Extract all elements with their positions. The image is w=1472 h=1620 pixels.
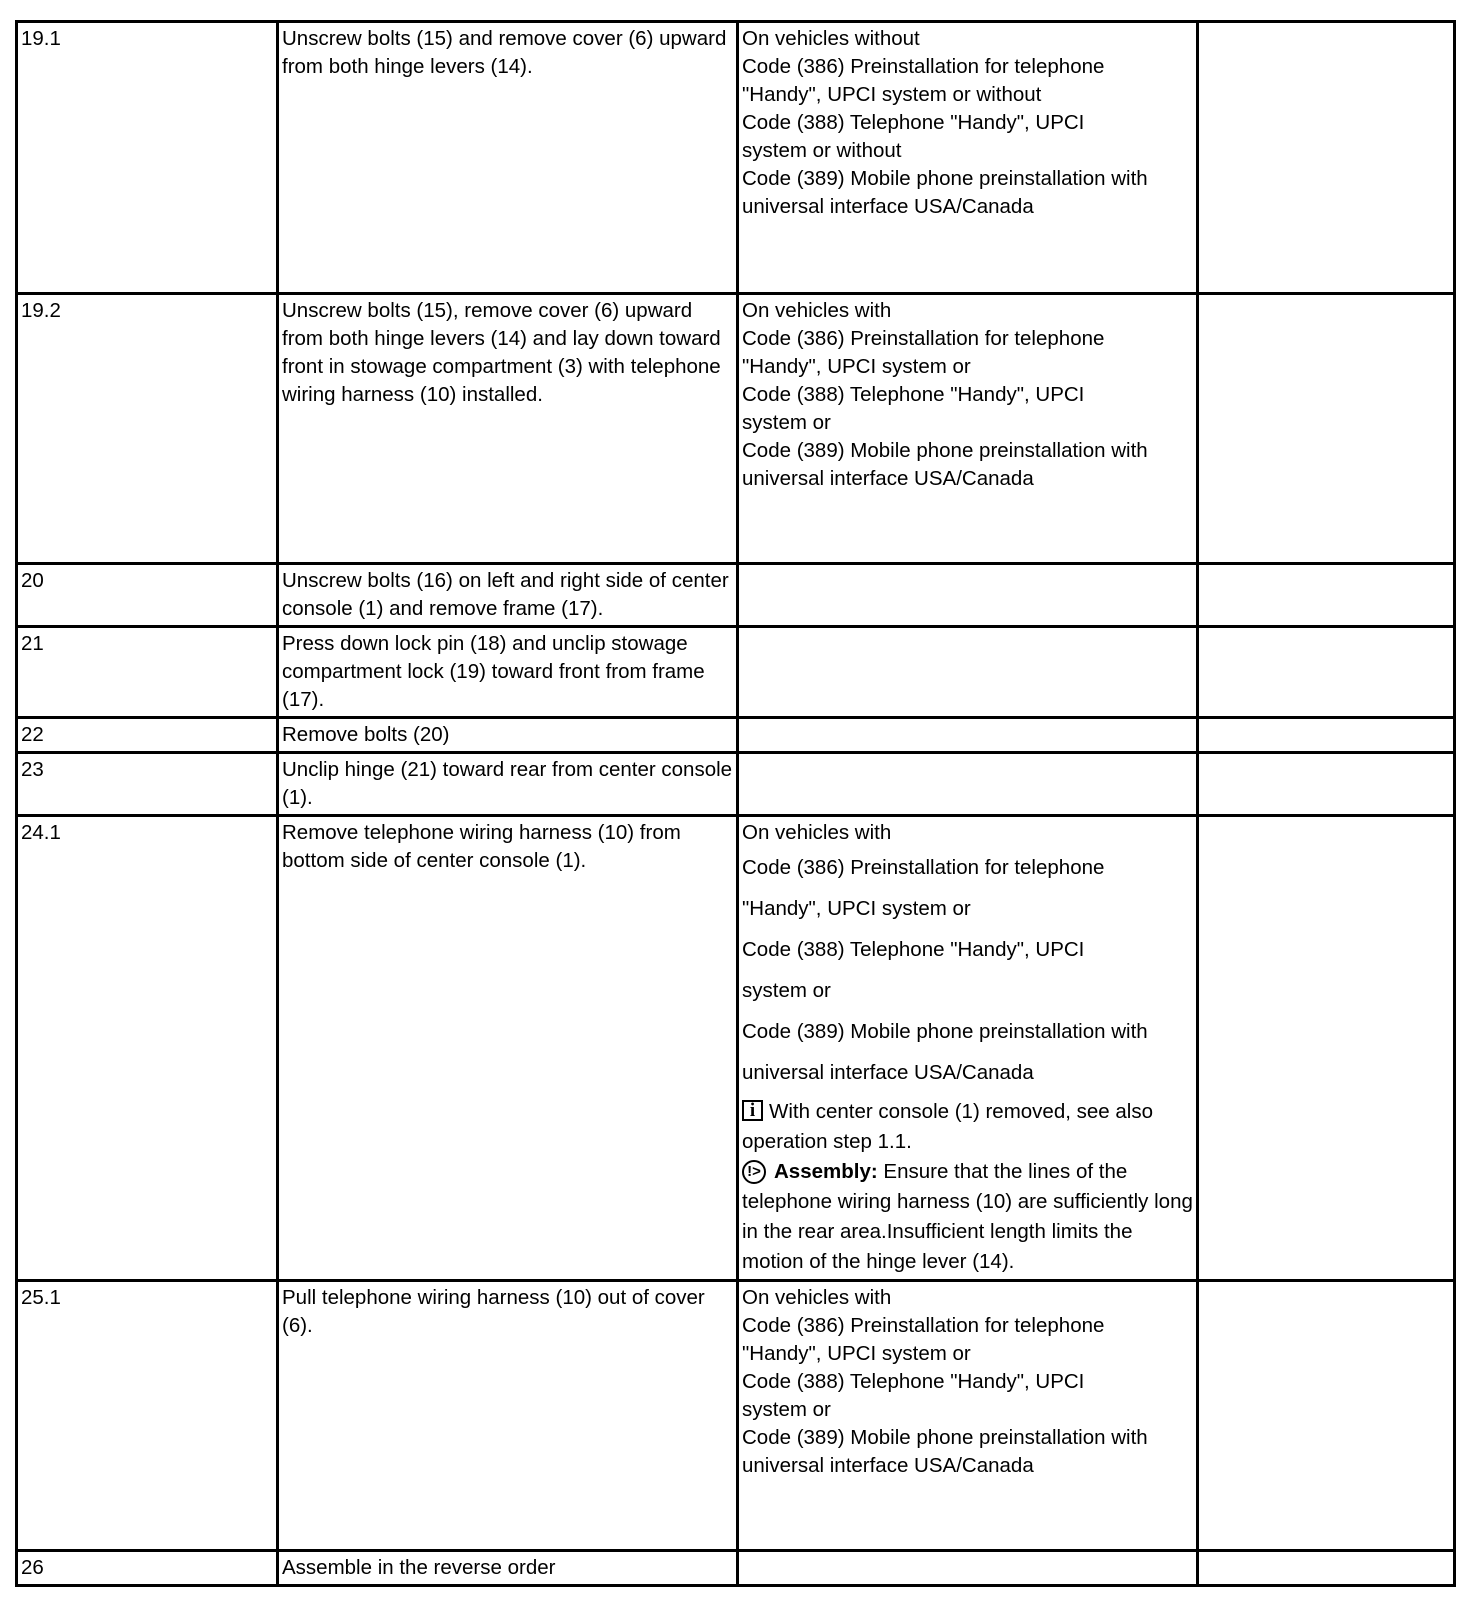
assembly-note-text: Ensure that the lines of the telephone wiring harness (10) are sufficiently long in the rear area.Insufficient length limits the motion of the hinge lever (14). <box>742 1160 1193 1273</box>
step-action: Remove telephone wiring harness (10) from bottom side of center console (1). <box>278 816 738 1281</box>
step-number: 24.1 <box>17 816 278 1281</box>
condition-line: Code (389) Mobile phone preinstallation with <box>742 167 1148 190</box>
step-condition <box>738 294 1198 564</box>
condition-line: Code (388) Telephone "Handy", UPCI <box>742 938 1085 961</box>
step-notes <box>1198 753 1455 816</box>
condition-line: Code (386) Preinstallation for telephone <box>742 1314 1105 1337</box>
step-notes <box>1198 718 1455 753</box>
table-row <box>17 816 1455 1281</box>
step-condition <box>738 753 1198 816</box>
step-notes <box>1198 22 1455 294</box>
condition-block <box>742 819 1193 1093</box>
info-icon: i <box>742 1100 763 1121</box>
step-notes <box>1198 294 1455 564</box>
table-row <box>17 718 1455 753</box>
step-number: 25.1 <box>17 1281 278 1551</box>
step-condition <box>738 564 1198 627</box>
step-action: Unclip hinge (21) toward rear from center console (1). <box>278 753 738 816</box>
condition-line: "Handy", UPCI system or without <box>742 83 1042 106</box>
assembly-label: Assembly: <box>774 1160 878 1183</box>
step-condition <box>738 1551 1198 1586</box>
step-notes <box>1198 564 1455 627</box>
table-row <box>17 22 1455 294</box>
condition-line: Code (389) Mobile phone preinstallation with <box>742 1426 1148 1449</box>
info-note <box>742 1097 1193 1157</box>
step-number: 19.1 <box>17 22 278 294</box>
step-action: Press down lock pin (18) and unclip stowage compartment lock (19) toward front from frame (17). <box>278 627 738 718</box>
condition-line: "Handy", UPCI system or <box>742 1342 971 1365</box>
step-number: 19.2 <box>17 294 278 564</box>
step-notes <box>1198 816 1455 1281</box>
step-number: 22 <box>17 718 278 753</box>
condition-line: universal interface USA/Canada <box>742 195 1034 218</box>
step-condition <box>738 718 1198 753</box>
assembly-note <box>742 1157 1193 1277</box>
table-row <box>17 1281 1455 1551</box>
condition-line: system or <box>742 1398 831 1421</box>
assembly-icon: !> <box>742 1160 766 1184</box>
condition-line: universal interface USA/Canada <box>742 467 1034 490</box>
step-action: Unscrew bolts (15), remove cover (6) upward from both hinge levers (14) and lay down toward front in stowage compartment (3) with telephone wiring harness (10) installed. <box>278 294 738 564</box>
condition-line: Code (386) Preinstallation for telephone <box>742 856 1105 879</box>
table-row <box>17 753 1455 816</box>
step-condition <box>738 816 1198 1281</box>
condition-line: system or <box>742 411 831 434</box>
step-condition <box>738 22 1198 294</box>
condition-line: system or without <box>742 139 902 162</box>
condition-line: Code (388) Telephone "Handy", UPCI <box>742 1370 1085 1393</box>
step-notes <box>1198 627 1455 718</box>
condition-line: "Handy", UPCI system or <box>742 355 971 378</box>
step-action: Remove bolts (20) <box>278 718 738 753</box>
step-number: 20 <box>17 564 278 627</box>
condition-line: On vehicles with <box>742 1286 892 1309</box>
table-row <box>17 294 1455 564</box>
step-notes <box>1198 1551 1455 1586</box>
table-row <box>17 1551 1455 1586</box>
condition-line: universal interface USA/Canada <box>742 1454 1034 1477</box>
condition-line: Code (388) Telephone "Handy", UPCI <box>742 383 1085 406</box>
condition-line: Code (386) Preinstallation for telephone <box>742 327 1105 350</box>
step-condition <box>738 627 1198 718</box>
step-action: Unscrew bolts (15) and remove cover (6) upward from both hinge levers (14). <box>278 22 738 294</box>
step-number: 26 <box>17 1551 278 1586</box>
step-notes <box>1198 1281 1455 1551</box>
condition-line: Code (389) Mobile phone preinstallation with <box>742 439 1148 462</box>
step-number: 21 <box>17 627 278 718</box>
step-action: Pull telephone wiring harness (10) out of cover (6). <box>278 1281 738 1551</box>
condition-line: Code (386) Preinstallation for telephone <box>742 55 1105 78</box>
info-note-text: With center console (1) removed, see also operation step 1.1. <box>742 1100 1153 1153</box>
condition-line: On vehicles with <box>742 299 892 322</box>
step-action: Unscrew bolts (16) on left and right side of center console (1) and remove frame (17). <box>278 564 738 627</box>
condition-line: Code (389) Mobile phone preinstallation with <box>742 1020 1148 1043</box>
step-action: Assemble in the reverse order <box>278 1551 738 1586</box>
step-condition <box>738 1281 1198 1551</box>
condition-line: system or <box>742 979 831 1002</box>
table-row <box>17 627 1455 718</box>
condition-line: Code (388) Telephone "Handy", UPCI <box>742 111 1085 134</box>
condition-line: On vehicles with <box>742 821 892 844</box>
condition-line: "Handy", UPCI system or <box>742 897 971 920</box>
condition-line: universal interface USA/Canada <box>742 1061 1034 1084</box>
condition-line: On vehicles without <box>742 27 920 50</box>
step-number: 23 <box>17 753 278 816</box>
procedure-table <box>15 20 1456 1587</box>
table-row <box>17 564 1455 627</box>
